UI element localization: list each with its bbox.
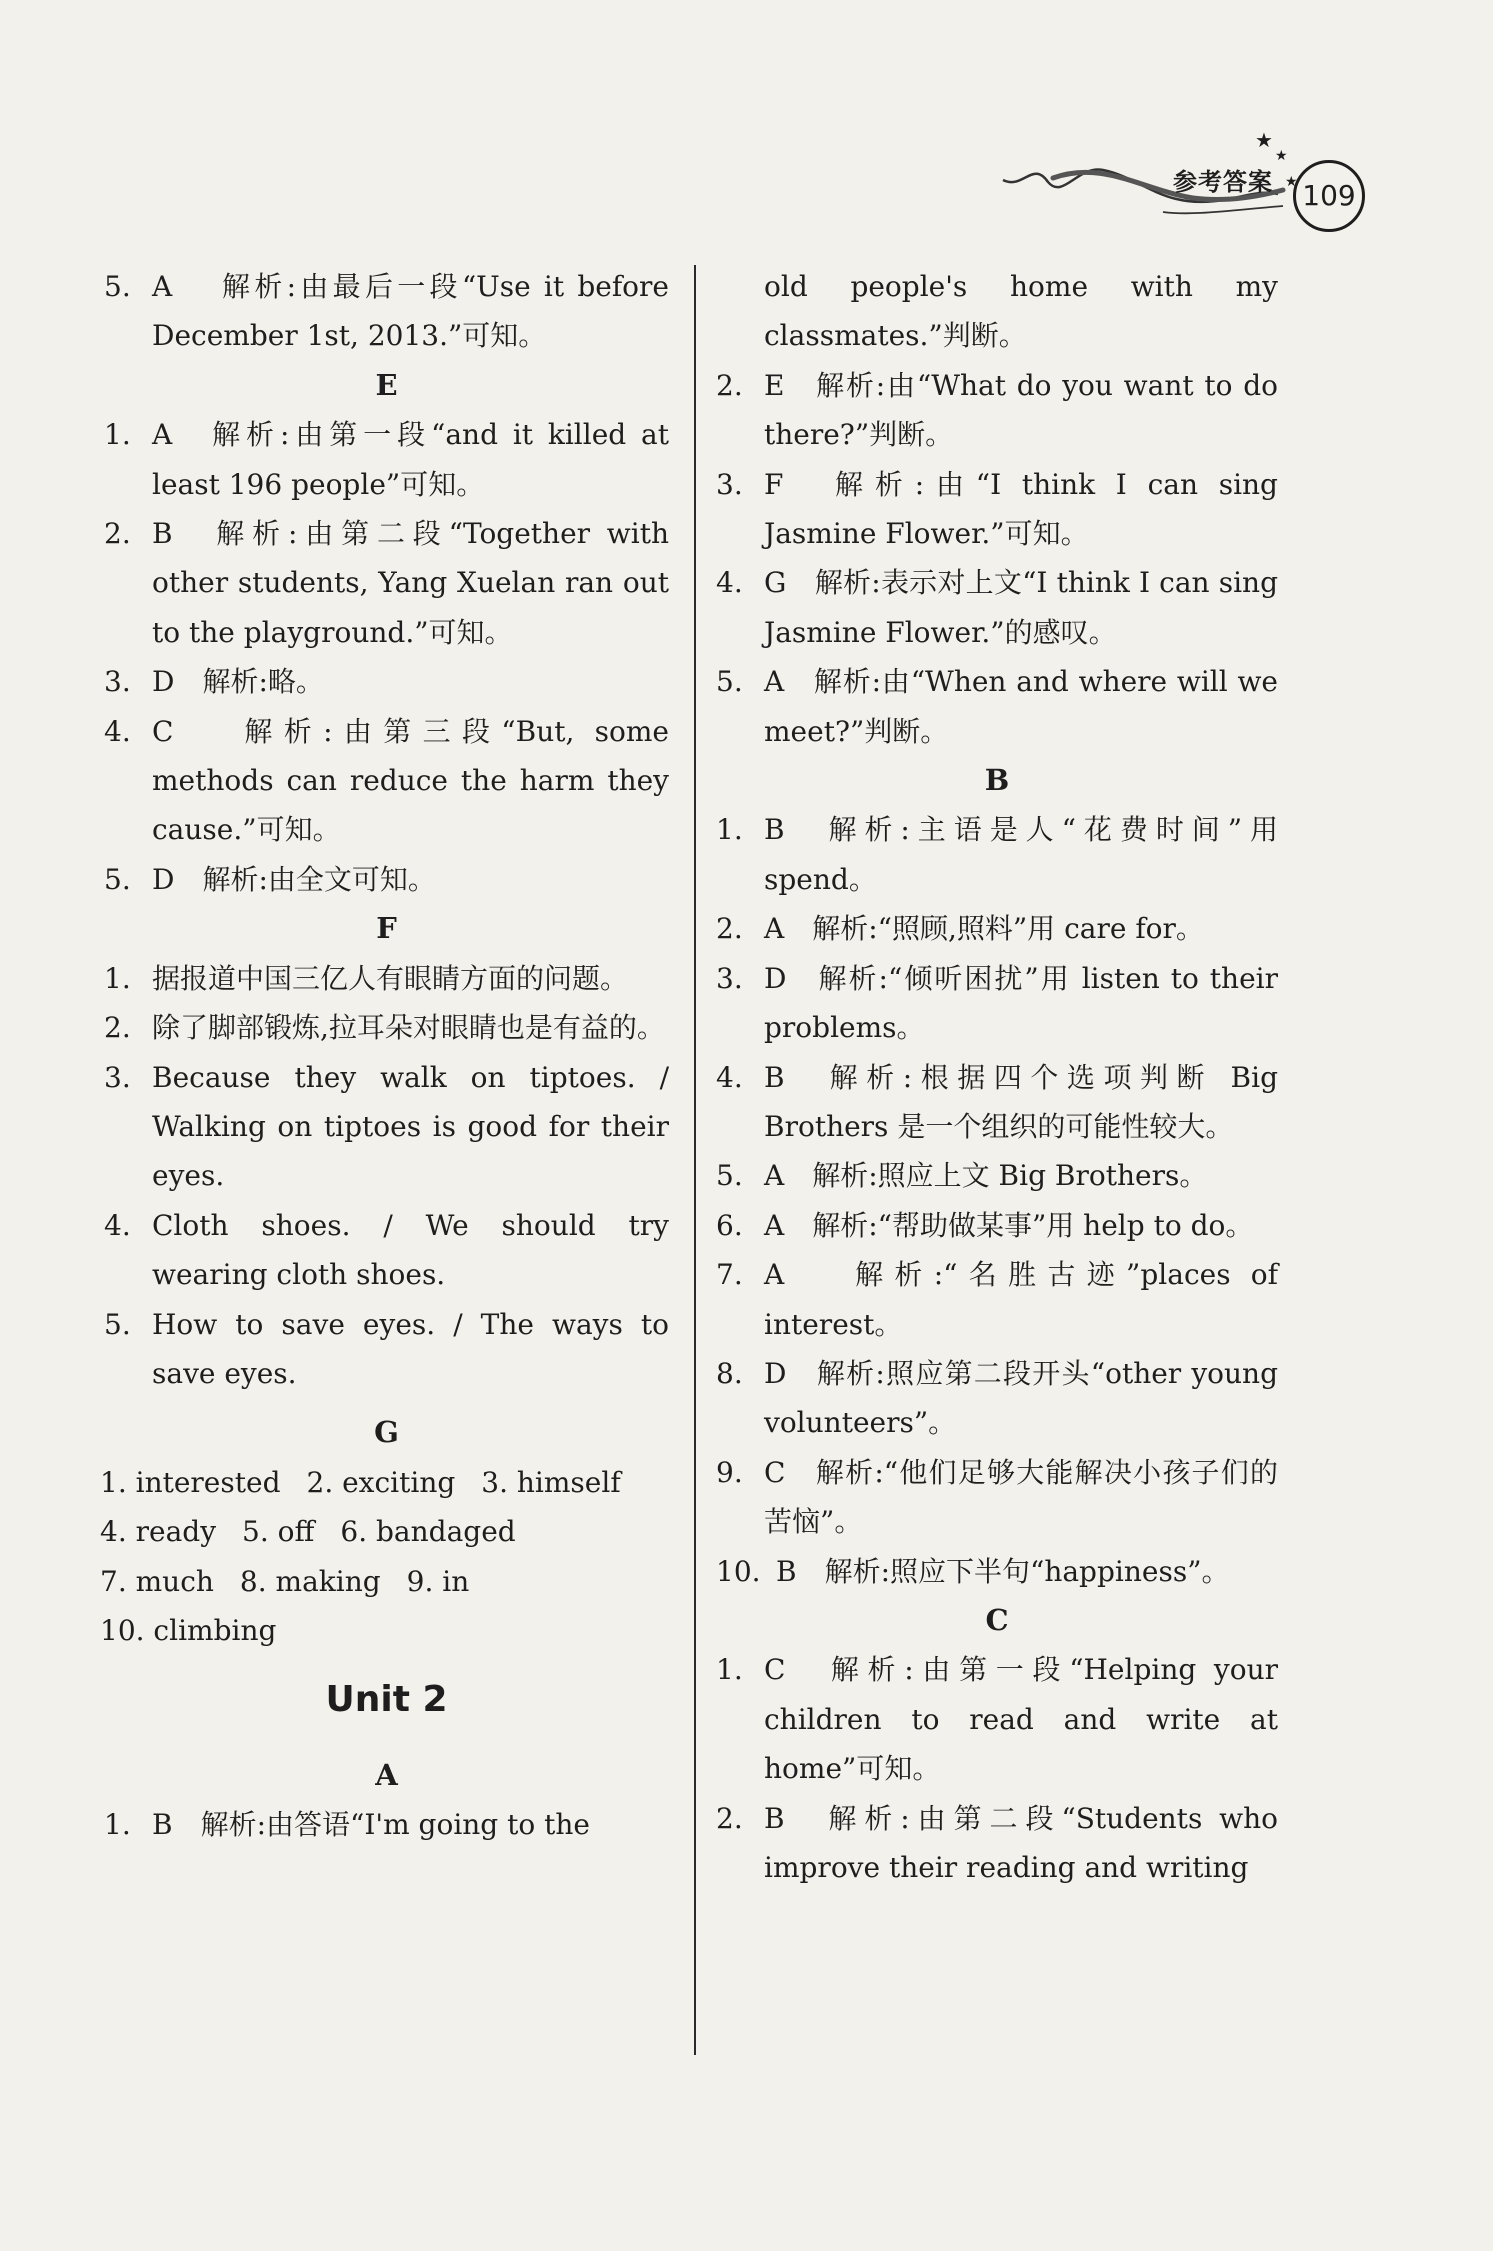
item-text: How to save eyes. / The ways to save eyes.	[152, 1307, 669, 1390]
item-number: 9.	[716, 1455, 743, 1489]
grid-cell: 2. exciting	[306, 1465, 456, 1499]
item-number: 8.	[716, 1356, 743, 1390]
item-number: 2.	[104, 517, 131, 551]
header-title: 参考答案	[1173, 168, 1273, 196]
decorative-swoosh-icon	[993, 120, 1323, 230]
section-heading-c: C	[985, 1602, 1009, 1637]
grid-cell: 8. making	[239, 1564, 381, 1598]
item-number: 10.	[716, 1554, 761, 1588]
list-item	[104, 410, 669, 509]
list-item	[104, 509, 669, 657]
unit-title: Unit 2	[325, 1679, 448, 1721]
item-number: 5.	[104, 270, 131, 303]
list-item	[104, 1003, 669, 1052]
item-text: A 解析:由第一段“and it killed at least 196 people”可知。	[152, 418, 669, 501]
item-number: 4.	[716, 566, 743, 600]
grid-row	[100, 1458, 669, 1507]
grid-row	[100, 1557, 669, 1606]
list-item	[104, 707, 669, 855]
item-text: D 解析:由全文可知。	[152, 862, 436, 896]
section-heading-e: E	[375, 367, 398, 402]
list-item	[716, 1448, 1278, 1547]
grid-row	[100, 1606, 669, 1655]
right-column	[716, 262, 1278, 1892]
item-number: 4.	[716, 1060, 743, 1094]
item-text: F 解析:由“I think I can sing Jasmine Flower.”可知。	[764, 467, 1278, 551]
section-heading-g: G	[374, 1415, 399, 1450]
section-heading-a: A	[375, 1757, 398, 1792]
list-item	[716, 1794, 1278, 1893]
list-item	[104, 1300, 669, 1399]
list-item	[716, 1201, 1278, 1250]
grid-cell: 4. ready	[100, 1515, 217, 1549]
item-number: 3.	[716, 467, 743, 501]
item-text: A 解析:由“When and where will we meet?”判断。	[764, 665, 1278, 748]
grid-cell: 9. in	[406, 1564, 470, 1598]
list-item	[104, 1800, 669, 1849]
list-item	[716, 558, 1278, 657]
item-text: G 解析:表示对上文“I think I can sing Jasmine Flower.”的感叹。	[764, 566, 1278, 649]
list-item	[104, 262, 669, 361]
answer-grid	[100, 1458, 669, 1656]
list-item	[716, 954, 1278, 1053]
item-text: C 解析:“他们足够大能解决小孩子们的苦恼”。	[764, 1455, 1278, 1539]
list-item	[716, 1349, 1278, 1448]
star-icon: ★	[1275, 148, 1288, 164]
item-text: A 解析:“帮助做某事”用 help to do。	[764, 1208, 1254, 1242]
item-text: B 解析:由第二段“Students who improve their reading and writing	[764, 1801, 1278, 1884]
list-item	[104, 954, 669, 1003]
list-item	[104, 1201, 669, 1300]
item-number: 5.	[716, 1159, 743, 1193]
section-heading-f: F	[376, 911, 397, 946]
left-column	[100, 262, 669, 1850]
item-number: 1.	[716, 1653, 743, 1687]
item-text: Because they walk on tiptoes. / Walking on tiptoes is good for their eyes.	[152, 1060, 669, 1193]
item-number: 5.	[104, 862, 131, 896]
item-text: C 解析:由第一段“Helping your children to read and write at home”可知。	[764, 1653, 1278, 1786]
column-divider	[694, 265, 696, 2055]
list-item	[716, 1151, 1278, 1200]
item-number: 3.	[104, 665, 131, 699]
star-icon: ★	[1285, 174, 1298, 190]
item-text: B 解析:由答语“I'm going to the	[152, 1808, 590, 1842]
item-text: Cloth shoes. / We should try wearing cloth shoes.	[152, 1208, 669, 1292]
item-text: A 解析:“名胜古迹”places of interest。	[764, 1258, 1278, 1341]
item-text: D 解析:“倾听困扰”用 listen to their problems。	[764, 961, 1278, 1045]
item-number: 2.	[716, 368, 743, 402]
continued-text	[716, 262, 1278, 361]
list-item	[104, 657, 669, 706]
item-text: 除了脚部锻炼,拉耳朵对眼睛也是有益的。	[152, 1011, 665, 1045]
item-number: 4.	[104, 714, 131, 748]
grid-cell: 7. much	[100, 1564, 214, 1598]
item-number: 5.	[104, 1307, 131, 1341]
list-item	[716, 805, 1278, 904]
list-item	[716, 1053, 1278, 1152]
item-number: 1.	[104, 1808, 131, 1842]
item-text: C 解析:由第三段“But, some methods can reduce the harm they cause.”可知。	[152, 714, 669, 847]
item-number: 4.	[104, 1208, 131, 1242]
list-item	[716, 904, 1278, 953]
grid-cell: 1. interested	[100, 1465, 281, 1499]
grid-cell: 3. himself	[481, 1465, 621, 1499]
star-icon: ★	[1255, 128, 1273, 152]
list-item	[716, 460, 1278, 559]
item-text: old people's home with my classmates.”判断。	[764, 270, 1278, 353]
list-item	[104, 855, 669, 904]
grid-cell: 10. climbing	[100, 1613, 277, 1647]
item-text: B 解析:主语是人“花费时间”用 spend。	[764, 813, 1278, 896]
item-text: B 解析:根据四个选项判断 Big Brothers 是一个组织的可能性较大。	[764, 1060, 1278, 1143]
list-item	[716, 1547, 1278, 1596]
item-text: E 解析:由“What do you want to do there?”判断。	[764, 368, 1278, 452]
item-number: 2.	[716, 912, 743, 946]
list-item	[716, 657, 1278, 756]
item-text: 据报道中国三亿人有眼睛方面的问题。	[152, 961, 629, 995]
section-heading-b: B	[984, 763, 1010, 798]
item-text: A 解析:由最后一段“Use it before December 1st, 2013.”可知。	[152, 270, 669, 353]
grid-cell: 5. off	[242, 1515, 315, 1549]
item-number: 1.	[104, 418, 131, 452]
item-number: 3.	[716, 961, 743, 995]
item-text: D 解析:照应第二段开头“other young volunteers”。	[764, 1356, 1278, 1440]
item-number: 5.	[716, 665, 743, 699]
item-text: A 解析:“照顾,照料”用 care for。	[764, 912, 1204, 946]
item-number: 6.	[716, 1208, 743, 1242]
item-text: D 解析:略。	[152, 665, 324, 699]
grid-cell: 6. bandaged	[340, 1515, 516, 1549]
list-item	[716, 1250, 1278, 1349]
item-number: 2.	[716, 1801, 743, 1835]
item-number: 3.	[104, 1060, 131, 1094]
item-text: A 解析:照应上文 Big Brothers。	[764, 1159, 1208, 1193]
item-number: 2.	[104, 1011, 131, 1045]
item-text: B 解析:照应下半句“happiness”。	[776, 1554, 1230, 1588]
item-number: 7.	[716, 1258, 743, 1292]
item-number: 1.	[104, 961, 131, 995]
item-text: B 解析:由第二段“Together with other students, Yang Xuelan ran out to the playground.”可知。	[152, 517, 669, 649]
list-item	[716, 1645, 1278, 1793]
item-number: 1.	[716, 813, 743, 847]
list-item	[104, 1053, 669, 1201]
list-item	[716, 361, 1278, 460]
grid-row	[100, 1507, 669, 1556]
page-number: 109	[1293, 160, 1365, 232]
page-header	[993, 120, 1373, 230]
